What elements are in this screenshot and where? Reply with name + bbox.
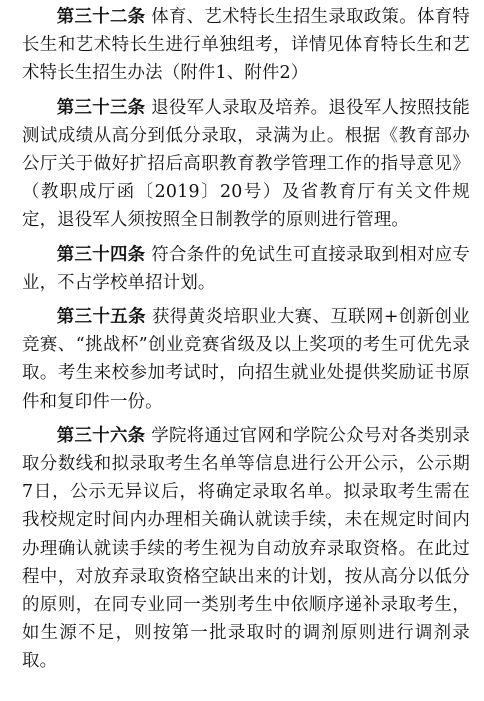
article-34 (22, 241, 470, 297)
article-text: 获得黄炎培职业大赛、互联网+创新创业竞赛、“挑战杯”创业竞赛省级及以上奖项的考生可优先录取。考生来校参加考试时，向招生就业处提供奖励证书原件和复印件一份。 (22, 307, 470, 412)
article-32 (22, 3, 470, 88)
article-text: 学院将通过官网和学院公众号对各类别录取分数线和拟录取考生名单等信息进行公开公示，公示期7日，公示无异议后，将确定录取名单。拟录取考生需在我校规定时间内办理相关确认就读手续，未在规定时间内办理确认就读手续的考生视为自动放弃录取资格。在此过程中，对放弃录取资格空缺出来的计划，按从高分以低分的原则，在同专业同一类别考生中依顺序递补录取考生，如生源不足，则按第一批录取时的调剂原则进行调剂录取。 (22, 425, 470, 672)
article-35 (22, 303, 470, 416)
article-number: 第三十三条 (56, 97, 146, 118)
article-text: 体育、艺术特长生招生录取政策。体育特长生和艺术特长生进行单独组考，详情见体育特长生和艺术特长生招生办法（附件1、附件2） (22, 7, 470, 84)
article-33 (22, 94, 470, 235)
article-number: 第三十二条 (56, 7, 146, 27)
article-number: 第三十四条 (56, 244, 146, 265)
article-number: 第三十五条 (56, 307, 146, 328)
article-36 (22, 422, 470, 676)
article-text: 退役军人录取及培养。退役军人按照技能测试成绩从高分到低分录取，录满为止。根据《教育部办公厅关于做好扩招后高职教育教学管理工作的指导意见》（教职成厅函〔2019〕20号）及省教育厅有关文件规定，退役军人须按照全日制教学的原则进行管理。 (22, 97, 470, 231)
article-text: 符合条件的免试生可直接录取到相对应专业，不占学校单招计划。 (22, 244, 470, 293)
article-number: 第三十六条 (56, 425, 146, 446)
